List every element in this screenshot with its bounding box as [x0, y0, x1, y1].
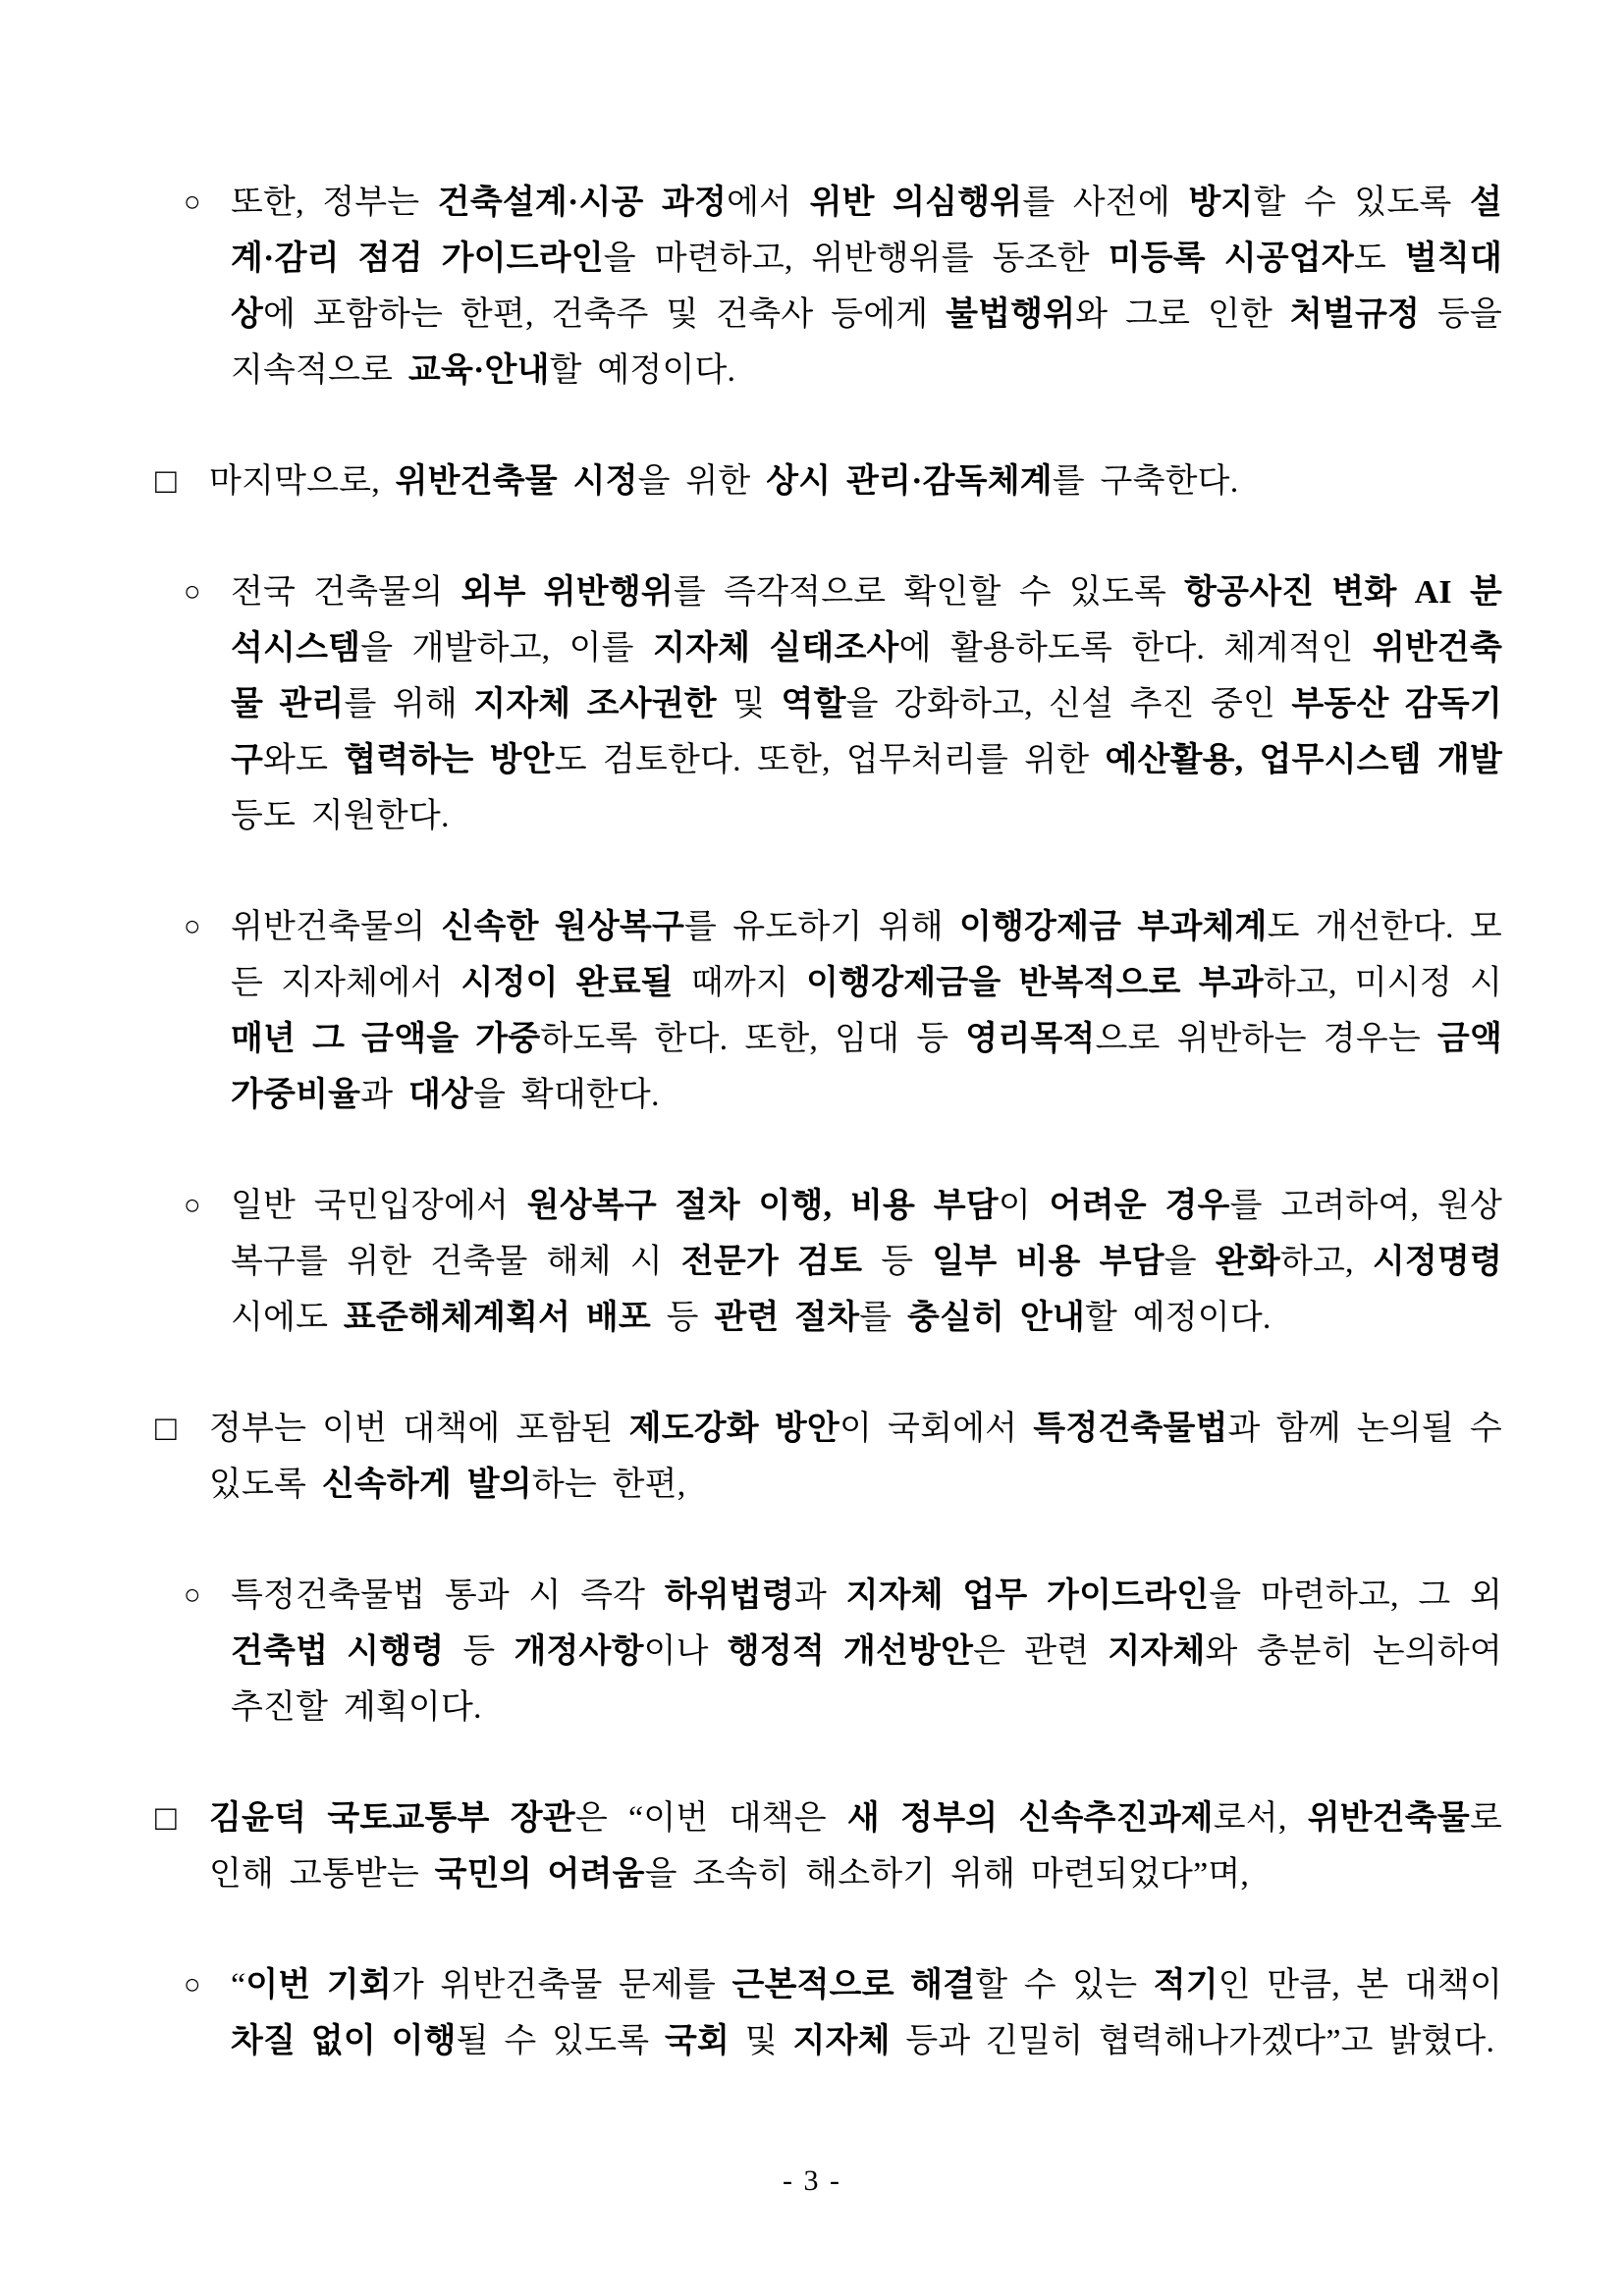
paragraph	[155, 1401, 1502, 1513]
paragraph-text: 특정건축물법 통과 시 즉각 하위법령과 지자체 업무 가이드라인을 마련하고, 그 외 건축법 시행령 등 개정사항이나 행정적 개선방안은 관련 지자체와 충분히 논의하여 추진할 계획이다.	[231, 1577, 1503, 1726]
square-bullet-icon: □	[155, 461, 177, 501]
paragraph-text: 위반건축물의 신속한 원상복구를 유도하기 위해 이행강제금 부과체계도 개선한다. 모든 지자체에서 시정이 완료될 때까지 이행강제금을 반복적으로 부과하고, 미시정 시 매년 그 금액을 가중하도록 한다. 또한, 임대 등 영리목적으로 위반하는 경우는 금액 가중비율과 대상을 확대한다.	[231, 909, 1503, 1113]
paragraph-text: 정부는 이번 대책에 포함된 제도강화 방안이 국회에서 특정건축물법과 함께 논의될 수 있도록 신속하게 발의하는 한편,	[209, 1411, 1502, 1503]
paragraph-text: 전국 건축물의 외부 위반행위를 즉각적으로 확인할 수 있도록 항공사진 변화 AI 분석시스템을 개발하고, 이를 지자체 실태조사에 활용하도록 한다. 체계적인 위반건축물 관리를 위해 지자체 조사권한 및 역할을 강화하고, 신설 추진 중인 부동산 감독기구와도 협력하는 방안도 검토한다. 또한, 업무처리를 위한 예산활용, 업무시스템 개발 등도 지원한다.	[231, 574, 1503, 834]
paragraph	[155, 1178, 1502, 1346]
paragraph	[155, 899, 1502, 1123]
paragraph-text: 마지막으로, 위반건축물 시정을 위한 상시 관리·감독체계를 구축한다.	[209, 463, 1239, 500]
paragraph-text: “이번 기회가 위반건축물 문제를 근본적으로 해결할 수 있는 적기인 만큼, 본 대책이 차질 없이 이행될 수 있도록 국회 및 지자체 등과 긴밀히 협력해나가겠다”고 밝혔다.	[231, 1967, 1503, 2059]
circle-bullet-icon: ○	[184, 576, 201, 608]
paragraph-text: 일반 국민입장에서 원상복구 절차 이행, 비용 부담이 어려운 경우를 고려하여, 원상복구를 위한 건축물 해체 시 전문가 검토 등 일부 비용 부담을 완화하고, 시정명령 시에도 표준해체계획서 배포 등 관련 절차를 충실히 안내할 예정이다.	[231, 1188, 1502, 1336]
square-bullet-icon: □	[155, 1798, 177, 1838]
paragraph	[155, 564, 1502, 844]
paragraph-text: 김윤덕 국토교통부 장관은 “이번 대책은 새 정부의 신속추진과제로서, 위반건축물로 인해 고통받는 국민의 어려움을 조속히 해소하기 위해 마련되었다”며,	[209, 1800, 1502, 1893]
paragraph	[155, 175, 1502, 399]
paragraph	[155, 1568, 1502, 1735]
circle-bullet-icon: ○	[184, 187, 201, 218]
circle-bullet-icon: ○	[184, 1579, 201, 1611]
paragraph	[155, 1957, 1502, 2069]
paragraph	[155, 1790, 1502, 1902]
square-bullet-icon: □	[155, 1409, 177, 1448]
circle-bullet-icon: ○	[184, 911, 201, 942]
page-body	[155, 175, 1502, 2069]
page-number: - 3 -	[783, 2164, 841, 2197]
circle-bullet-icon: ○	[184, 1969, 201, 2001]
circle-bullet-icon: ○	[184, 1190, 201, 1221]
paragraph-text: 또한, 정부는 건축설계·시공 과정에서 위반 의심행위를 사전에 방지할 수 있도록 설계·감리 점검 가이드라인을 마련하고, 위반행위를 동조한 미등록 시공업자도 벌칙대상에 포함하는 한편, 건축주 및 건축사 등에게 불법행위와 그로 인한 처벌규정 등을 지속적으로 교육·안내할 예정이다.	[231, 185, 1502, 389]
paragraph	[155, 454, 1502, 509]
